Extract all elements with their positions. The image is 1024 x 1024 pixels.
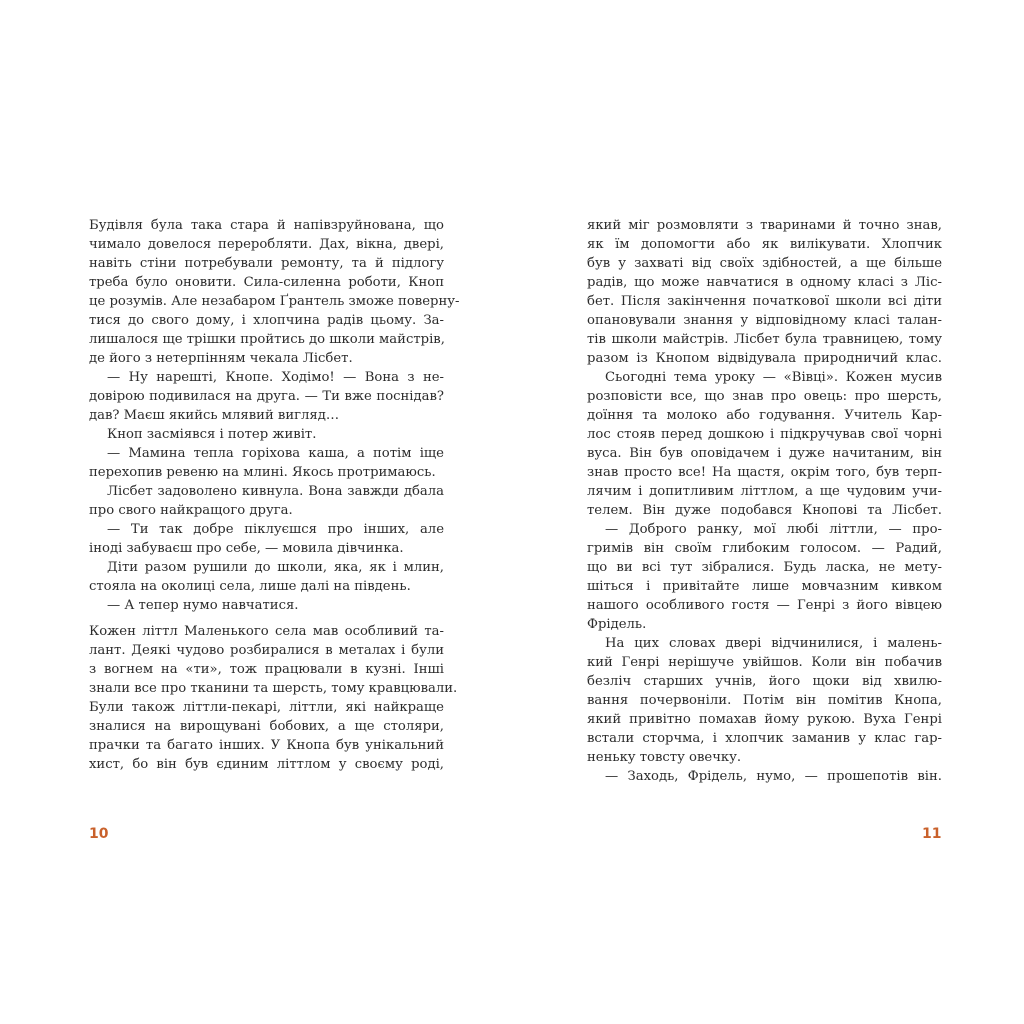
text-line: Були також літтли-пекарі, літтли, які найкраще (89, 700, 444, 715)
text-line: був у захваті від своїх здібностей, а ще більше (587, 256, 942, 271)
text-line: хист, бо він був єдиним літтлом у своєму роді, (89, 757, 444, 772)
text-line: На цих словах двері відчинилися, і малень- (605, 636, 942, 651)
text-line: треба було оновити. Сила-силенна роботи, Кноп (89, 275, 444, 290)
text-line: Будівля була така стара й напівзруйнована, що (89, 218, 444, 233)
text-line: — Ну нарешті, Кнопе. Ходімо! — Вона з не- (107, 370, 444, 385)
text-line: розповісти все, що знав про овець: про шерсть, (587, 389, 942, 404)
text-line: вання почервоніли. Потім він помітив Кнопа, (587, 693, 942, 708)
text-line: знали все про тканини та шерсть, тому кравцювали. (89, 681, 458, 696)
text-line: лишалося ще трішки пройтись до школи майстрів, (89, 332, 445, 347)
text-line: вуса. Він був оповідачем і дуже начитаним, він (587, 446, 942, 461)
text-line: разом із Кнопом відвідувала природничий клас. (587, 351, 942, 366)
text-line: Діти разом рушили до школи, яка, як і млин, (107, 560, 444, 575)
text-line: встали сторчма, і хлопчик заманив у клас гар- (587, 731, 942, 746)
text-line: дав? Маєш якийсь млявий вигляд… (89, 408, 340, 423)
left-page-text-block-1 (89, 216, 460, 615)
text-line: неньку товсту овечку. (587, 750, 742, 765)
text-line: нашого особливого гостя — Генрі з його вівцею (587, 598, 942, 613)
text-line: іноді забуваєш про себе, — мовила дівчинка. (89, 541, 404, 556)
text-line: тися до свого дому, і хлопчина радів цьому. За- (89, 313, 444, 328)
text-line: зналися на вирощувані бобових, а ще столяри, (89, 719, 444, 734)
text-line: Кноп засміявся і потер живіт. (107, 427, 317, 442)
text-line: — Заходь, Фрідель, нумо, — прошепотів він. (605, 769, 942, 784)
text-line: бет. Після закінчення початкової школи всі діти (587, 294, 942, 309)
text-line: Фрідель. (587, 617, 647, 632)
text-line: де його з нетерпінням чекала Лісбет. (89, 351, 353, 366)
text-line: шіться і привітайте лише мовчазним кивком (587, 579, 942, 594)
text-line: радів, що може навчатися в одному класі з Ліс- (587, 275, 942, 290)
text-line: — А тепер нумо навчатися. (107, 598, 299, 613)
text-line: гримів він своїм глибоким голосом. — Радий, (587, 541, 942, 556)
right-page-text-block (587, 216, 942, 786)
text-line: телем. Він дуже подобався Кнопові та Лісбет. (587, 503, 942, 518)
text-line: знав просто все! На щастя, окрім того, був терп- (587, 465, 942, 480)
text-line: перехопив ревеню на млині. Якось протримаюсь. (89, 465, 436, 480)
text-line: кий Генрі нерішуче увійшов. Коли він побачив (587, 655, 942, 670)
text-line: — Доброго ранку, мої любі літтли, — про- (605, 522, 942, 537)
text-line: Сьогодні тема уроку — «Вівці». Кожен мусив (605, 370, 942, 385)
text-line: довірою подивилася на друга. — Ти вже поснідав? (89, 389, 444, 404)
text-line: лос стояв перед дошкою і підкручував свої чорні (587, 427, 942, 442)
text-line: який привітно помахав йому рукою. Вуха Генрі (587, 712, 942, 727)
page-number-right: 11 (922, 826, 942, 842)
text-line: про свого найкращого друга. (89, 503, 293, 518)
text-line: це розумів. Але незабаром Ґрантель зможе поверну- (89, 294, 460, 309)
text-line: — Мамина тепла горіхова каша, а потім іще (107, 446, 444, 461)
right-page (512, 0, 1024, 1024)
text-line: чимало довелося переробляти. Дах, вікна, двері, (89, 237, 444, 252)
text-line: з вогнем на «ти», тож працювали в кузні. Інші (89, 662, 444, 677)
page-number-left: 10 (89, 826, 109, 842)
text-line: стояла на околиці села, лише далі на південь. (89, 579, 411, 594)
text-line: — Ти так добре піклуєшся про інших, але (107, 522, 444, 537)
text-line: безліч старших учнів, його щоки від хвилю- (587, 674, 942, 689)
text-line: тів школи майстрів. Лісбет була травницею, тому (587, 332, 942, 347)
text-line: прачки та багато інших. У Кнопа був унікальний (89, 738, 444, 753)
text-line: доїння та молоко або годування. Учитель Кар- (587, 408, 942, 423)
text-line: лант. Деякі чудово розбиралися в металах і були (89, 643, 444, 658)
text-line: Кожен літтл Маленького села мав особливий та- (89, 624, 444, 639)
text-line: який міг розмовляти з тваринами й точно знав, (587, 218, 942, 233)
text-line: лячим і допитливим літтлом, а ще чудовим учи- (587, 484, 942, 499)
text-line: як їм допомогти або як вилікувати. Хлопчик (587, 237, 942, 252)
text-line: Лісбет задоволено кивнула. Вона завжди дбала (107, 484, 444, 499)
text-line: що ви всі тут зібралися. Будь ласка, не мету- (587, 560, 942, 575)
text-line: опановували знання у відповідному класі талан- (587, 313, 942, 328)
left-page-text-block-2 (89, 622, 458, 774)
text-line: навіть стіни потребували ремонту, та й підлогу (89, 256, 444, 271)
